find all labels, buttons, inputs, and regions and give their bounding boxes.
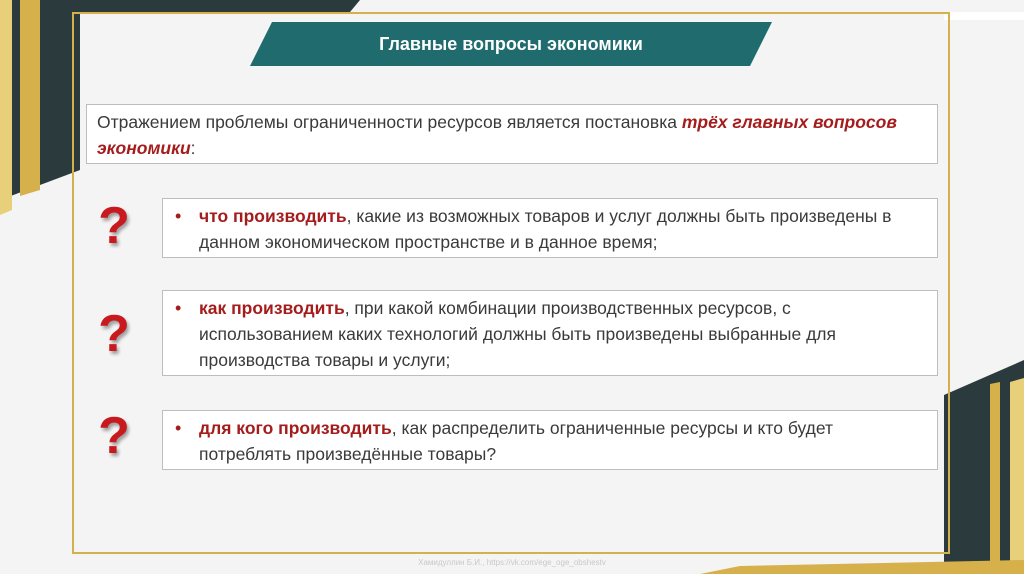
bullet-icon: • [175,206,182,226]
question-box-what [162,198,938,258]
title-banner [250,22,772,66]
question-text: , как распределить ограниченные ресурсы и кто будет потреблять произведённые товары? [199,418,834,464]
question-keyword: для кого производить [199,418,392,438]
question-mark-icon: ? [98,407,130,465]
question-text: , какие из возможных товаров и услуг должны быть произведены в данном экономическом пространстве и в данное время; [199,206,892,252]
intro-colon: : [190,138,196,158]
intro-emphasis: трёх главных вопросов экономики [97,112,897,158]
slide-frame [72,12,950,554]
intro-box [86,104,938,164]
footer-credit: Хамидуллин Б.И., https://vk.com/ege_oge_obshestv [418,558,606,567]
bullet-icon: • [175,418,182,438]
intro-text: Отражением проблемы ограниченности ресурсов является постановка [97,112,682,132]
page-title: Главные вопросы экономики [379,33,643,54]
question-keyword: как производить [199,298,345,318]
question-box-for-whom [162,410,938,470]
question-mark-icon: ? [98,197,130,255]
question-text: , при какой комбинации производственных ресурсов, с использованием каких технологий должны быть произведены выбранные для производства товары и услуги; [199,298,836,370]
question-mark-icon: ? [98,305,130,363]
bullet-icon: • [175,298,182,318]
question-keyword: что производить [199,206,347,226]
question-box-how [162,290,938,376]
